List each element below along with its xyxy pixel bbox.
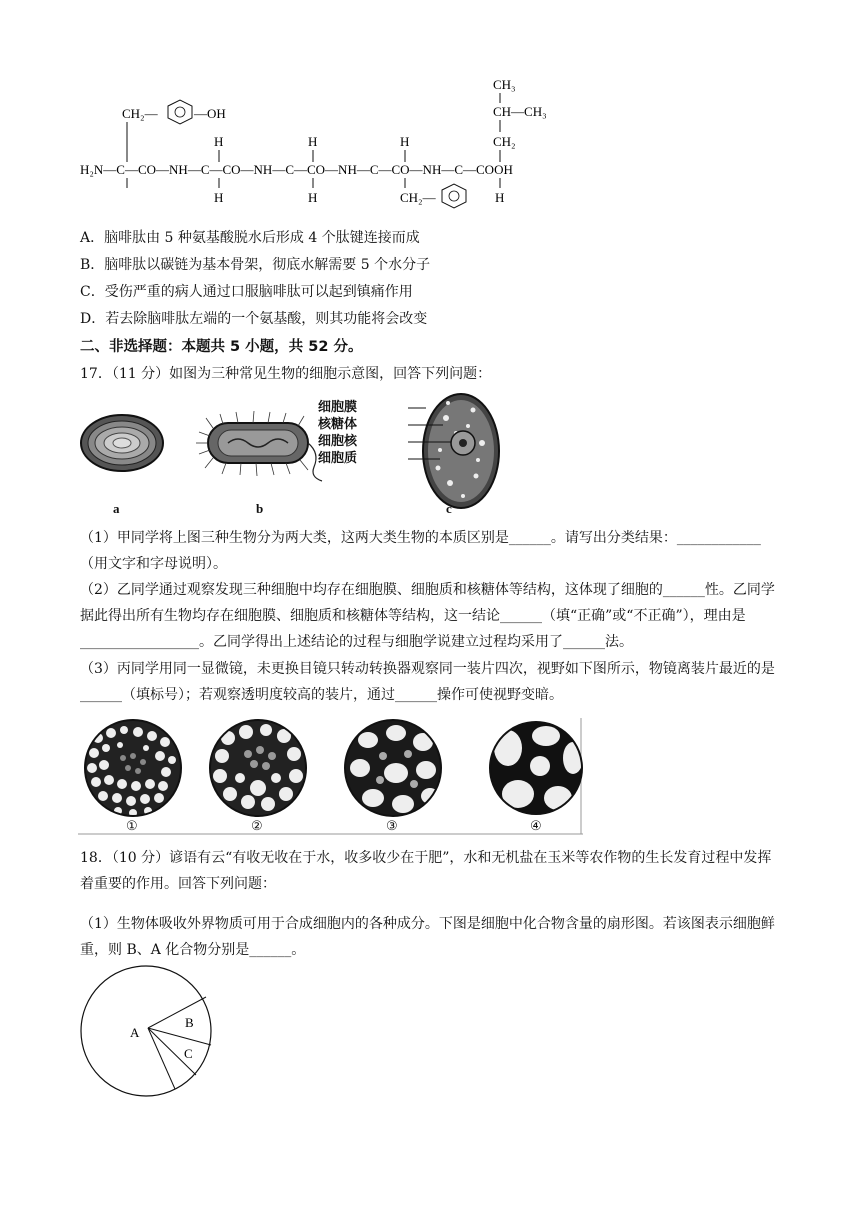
- field-label-1: ①: [126, 818, 138, 833]
- benzene-ring-phe: [442, 184, 466, 208]
- caption-b: b: [256, 501, 264, 516]
- oh-group: —OH: [194, 106, 226, 121]
- q18-stem: 18．（10 分）谚语有云“有收无收在于水，收多收少在于肥”，水和无机盐在玉米等农作物的生长发育过程中发挥着重要的作用。回答下列问题：: [80, 850, 772, 892]
- microscope-figure-svg: [78, 718, 583, 836]
- pie-label-b: B: [185, 1015, 194, 1030]
- field-2: [208, 718, 308, 818]
- h-bottom-leu: H: [495, 190, 505, 205]
- peptide-backbone: H₂N—C—CO—NH—C—CO—NH—C—CO—NH—C—CO—NH—C—COOH: [80, 162, 513, 177]
- phe-ch2: CH₂—: [400, 190, 436, 205]
- peptide-structure-svg: [78, 70, 578, 210]
- q16-option-b: B．脑啡肽以碳链为基本骨架，彻底水解需要 5 个水分子: [80, 257, 431, 273]
- section2-title: 二、非选择题：本题共 5 小题，共 52 分。: [80, 339, 363, 355]
- h-bottom-1: H: [214, 190, 224, 205]
- benzene-ring-tyr: [168, 100, 192, 124]
- field-label-4: ④: [530, 818, 542, 833]
- ch-ch3: CH—CH₃: [493, 104, 547, 119]
- h-top-3: H: [400, 134, 410, 149]
- label-ribosome: 核糖体: [318, 416, 358, 431]
- field-label-2: ②: [251, 818, 263, 833]
- pie-chart-svg: [78, 962, 218, 1102]
- field-label-3: ③: [386, 818, 398, 833]
- field-3: [343, 718, 443, 818]
- cell-a: [81, 415, 163, 471]
- ch3-top: CH₃: [493, 77, 516, 92]
- peptide-structure: [78, 70, 578, 210]
- pie-label-c: C: [184, 1046, 193, 1061]
- label-cytoplasm: 细胞质: [318, 450, 358, 465]
- cell-figure-svg: [78, 388, 508, 518]
- h-bottom-2: H: [308, 190, 318, 205]
- q17-stem: 17．（11 分）如图为三种常见生物的细胞示意图，回答下列问题：: [80, 366, 492, 382]
- cell-labels: [318, 398, 357, 466]
- pie-figure: [78, 962, 218, 1102]
- microscope-figure: [78, 718, 583, 836]
- q16-option-a: A．脑啡肽由 5 种氨基酸脱水后形成 4 个肽键连接而成: [80, 230, 420, 246]
- h-top-1: H: [214, 134, 224, 149]
- tyr-ch2: CH₂—: [122, 106, 158, 121]
- q16-option-c: C．受伤严重的病人通过口服脑啡肽可以起到镇痛作用: [80, 284, 413, 300]
- caption-a: a: [113, 501, 120, 516]
- field-1: [83, 718, 183, 818]
- pie-label-a: A: [130, 1025, 140, 1040]
- ch2-leu: CH₂: [493, 134, 516, 149]
- cell-b: [196, 411, 322, 481]
- q16-option-d: D．若去除脑啡肽左端的一个氨基酸，则其功能将会改变: [80, 311, 428, 327]
- label-nucleus: 细胞核: [318, 433, 358, 448]
- label-cell-membrane: 细胞膜: [318, 399, 358, 414]
- cell-figure: [78, 388, 508, 518]
- q17-part1: （1）甲同学将上图三种生物分为两大类，这两大类生物的本质区别是______。请写出分类结果：____________（用文字和字母说明）。: [80, 530, 761, 572]
- field-4: [488, 718, 583, 818]
- h-top-2: H: [308, 134, 318, 149]
- q18-part1: （1）生物体吸收外界物质可用于合成细胞内的各种成分。下图是细胞中化合物含量的扇形图。若该图表示细胞鲜重，则 B、A 化合物分别是______。: [80, 916, 775, 958]
- q17-part2: （2）乙同学通过观察发现三种细胞中均存在细胞膜、细胞质和核糖体等结构，这体现了细胞的______性。乙同学据此得出所有生物均存在细胞膜、细胞质和核糖体等结构，这一结论______（填“正确”或“不正确”），理由是_________________。乙同学得出上述结论的过程与细胞学说建立过程均采用了______法。: [80, 582, 775, 650]
- caption-c: c: [446, 501, 452, 516]
- cell-c: [423, 394, 499, 508]
- q17-part3: （3）丙同学用同一显微镜，未更换目镜只转动转换器观察同一装片四次，视野如下图所示，物镜离装片最近的是______（填标号）；若观察透明度较高的装片，通过______操作可使视野变暗。: [80, 661, 775, 703]
